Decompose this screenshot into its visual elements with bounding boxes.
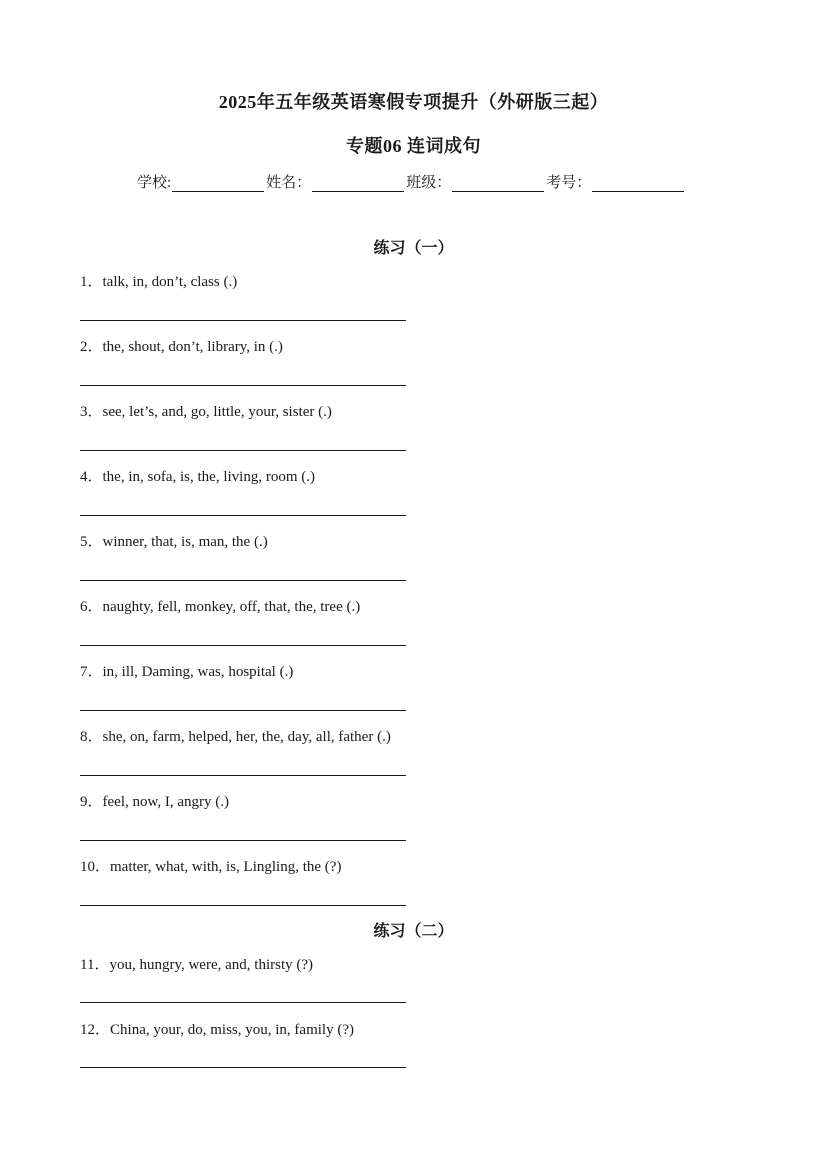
answer-line-12[interactable] xyxy=(80,1067,406,1068)
question-number: 5． xyxy=(80,534,103,550)
document-subtitle: 专题06 连词成句 xyxy=(346,136,481,156)
question-text: matter, what, with, is, Lingling, the (?) xyxy=(110,859,342,875)
question-number: 3． xyxy=(80,404,103,420)
question-number: 4． xyxy=(80,469,103,485)
question-number: 8． xyxy=(80,729,103,745)
question-11 xyxy=(80,953,313,974)
question-text: naughty, fell, monkey, off, that, the, tree (.) xyxy=(102,599,361,615)
student-info-row xyxy=(137,171,686,192)
question-8 xyxy=(80,725,391,746)
question-number: 2． xyxy=(80,339,103,355)
answer-line-6[interactable] xyxy=(80,645,406,646)
question-5 xyxy=(80,530,268,551)
school-label: 学校: xyxy=(137,175,172,191)
question-text: see, let’s, and, go, little, your, sister (.) xyxy=(102,404,332,420)
question-number: 12． xyxy=(80,1022,111,1038)
question-1 xyxy=(80,270,237,291)
answer-line-4[interactable] xyxy=(80,515,406,516)
document-title: 2025年五年级英语寒假专项提升（外研版三起） xyxy=(218,92,609,112)
question-2 xyxy=(80,335,283,356)
exam-number-label: 考号： xyxy=(546,175,592,191)
question-12 xyxy=(80,1018,354,1039)
question-text: you, hungry, were, and, thirsty (?) xyxy=(109,957,314,973)
answer-line-11[interactable] xyxy=(80,1002,406,1003)
question-text: China, your, do, miss, you, in, family (?) xyxy=(110,1022,354,1038)
section-heading-1: 练习（一） xyxy=(373,240,454,257)
question-text: she, on, farm, helped, her, the, day, all, father (.) xyxy=(102,729,391,745)
question-number: 9． xyxy=(80,794,103,810)
answer-line-7[interactable] xyxy=(80,710,406,711)
question-6 xyxy=(80,595,360,616)
question-number: 7． xyxy=(80,664,103,680)
exam-number-field[interactable] xyxy=(592,174,684,192)
question-text: feel, now, I, angry (.) xyxy=(102,794,229,810)
question-10 xyxy=(80,855,341,876)
question-text: the, in, sofa, is, the, living, room (.) xyxy=(102,469,315,485)
question-number: 1． xyxy=(80,274,103,290)
answer-line-8[interactable] xyxy=(80,775,406,776)
class-field[interactable] xyxy=(452,174,544,192)
section-heading-2: 练习（二） xyxy=(373,923,454,940)
question-9 xyxy=(80,790,229,811)
question-text: talk, in, don’t, class (.) xyxy=(102,274,238,290)
answer-line-9[interactable] xyxy=(80,840,406,841)
school-field[interactable] xyxy=(172,174,264,192)
answer-line-2[interactable] xyxy=(80,385,406,386)
answer-line-5[interactable] xyxy=(80,580,406,581)
question-number: 10． xyxy=(80,859,111,875)
question-4 xyxy=(80,465,315,486)
question-text: winner, that, is, man, the (.) xyxy=(102,534,268,550)
name-field[interactable] xyxy=(312,174,404,192)
answer-line-3[interactable] xyxy=(80,450,406,451)
question-number: 6． xyxy=(80,599,103,615)
answer-line-1[interactable] xyxy=(80,320,406,321)
question-text: in, ill, Daming, was, hospital (.) xyxy=(102,664,294,680)
class-label: 班级： xyxy=(406,175,452,191)
question-7 xyxy=(80,660,293,681)
question-number: 11． xyxy=(80,957,110,973)
question-3 xyxy=(80,400,332,421)
answer-line-10[interactable] xyxy=(80,905,406,906)
name-label: 姓名： xyxy=(266,175,312,191)
question-text: the, shout, don’t, library, in (.) xyxy=(102,339,283,355)
